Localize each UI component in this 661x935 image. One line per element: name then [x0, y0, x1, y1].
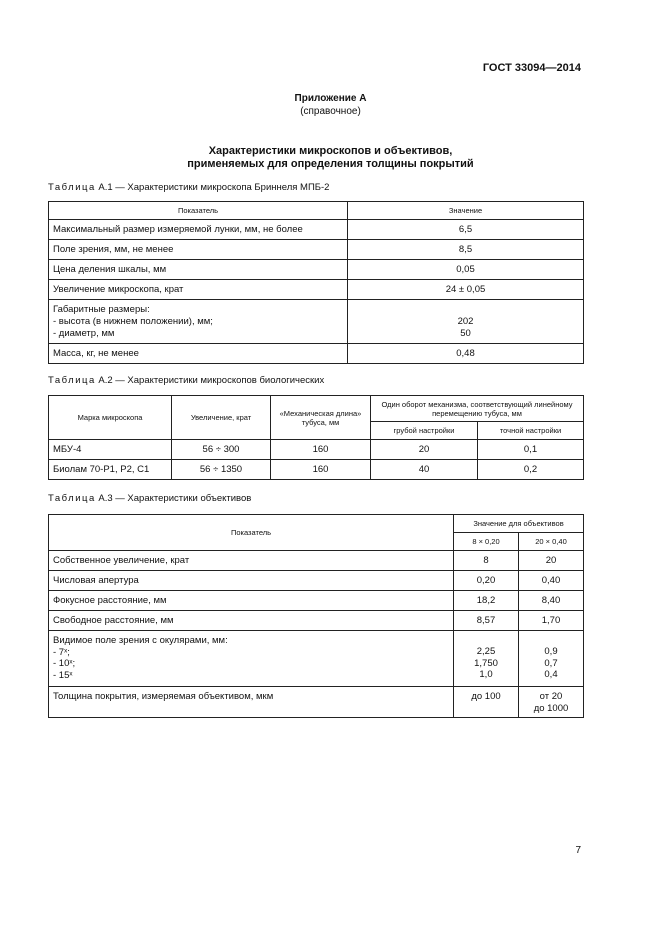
row-magnification: 56 ÷ 300	[172, 440, 271, 460]
field-of-view-v1	[454, 631, 519, 687]
row-v1: 0,20	[454, 571, 519, 591]
row-value: 24 ± 0,05	[348, 280, 584, 300]
field-of-view-value: 0,9	[544, 646, 558, 657]
table-row	[49, 240, 584, 260]
row-coarse: 40	[371, 460, 478, 480]
row-v1: 8,57	[454, 611, 519, 631]
table-row	[49, 220, 584, 240]
table-row	[49, 687, 584, 718]
row-v2	[519, 687, 584, 718]
row-label: Собственное увеличение, крат	[49, 551, 454, 571]
dimensions-label	[49, 300, 348, 344]
row-label: Числовая апертура	[49, 571, 454, 591]
table-row	[49, 260, 584, 280]
row-fine: 0,1	[478, 440, 584, 460]
document-title	[0, 145, 661, 171]
table2-header-one-turn: Один оборот механизма, соответствующий линейному перемещению тубуса, мм	[371, 396, 584, 422]
row-brand: МБУ-4	[49, 440, 172, 460]
appendix-title: Приложение А	[294, 93, 367, 104]
table-header-row	[49, 515, 584, 533]
row-v2-line1: от 20	[539, 691, 563, 702]
table2-header-magnification: Увеличение, крат	[172, 396, 271, 440]
row-label: Свободное расстояние, мм	[49, 611, 454, 631]
row-brand: Биолам 70-Р1, Р2, С1	[49, 460, 172, 480]
dimensions-title: Габаритные размеры:	[53, 303, 150, 315]
dimensions-height-label: - высота (в нижнем положении), мм;	[53, 315, 213, 327]
table-row	[49, 440, 584, 460]
row-tube: 160	[271, 440, 371, 460]
table3-header-value-for: Значение для объективов	[454, 515, 584, 533]
row-tube: 160	[271, 460, 371, 480]
appendix-subtitle: (справочное)	[300, 106, 361, 117]
table3-header-obj2: 20 × 0,40	[519, 533, 584, 551]
table1-caption-prefix: Таблица	[48, 182, 96, 193]
table2-header-tube-length: «Механическая длина» тубуса, мм	[271, 396, 371, 440]
row-coarse: 20	[371, 440, 478, 460]
table2-caption-prefix: Таблица	[48, 375, 96, 386]
field-of-view-value: 1,0	[479, 669, 493, 680]
row-v2: 20	[519, 551, 584, 571]
table-row	[49, 571, 584, 591]
field-of-view-value: 0,4	[544, 669, 558, 680]
table-header-row	[49, 396, 584, 422]
row-label: Толщина покрытия, измеряемая объективом, мкм	[49, 687, 454, 718]
table2-caption-text: А.2 — Характеристики микроскопов биологических	[95, 375, 325, 386]
table3	[48, 514, 584, 718]
table3-header-obj1: 8 × 0,20	[454, 533, 519, 551]
table1	[48, 201, 584, 364]
table-row	[49, 631, 584, 687]
table1-caption	[48, 182, 329, 193]
row-v1: до 100	[454, 687, 519, 718]
table-row	[49, 280, 584, 300]
row-v1: 8	[454, 551, 519, 571]
row-label: Поле зрения, мм, не менее	[49, 240, 348, 260]
table-row	[49, 611, 584, 631]
row-value: 8,5	[348, 240, 584, 260]
table1-header-indicator: Показатель	[49, 202, 348, 220]
row-label: Цена деления шкалы, мм	[49, 260, 348, 280]
row-label: Максимальный размер измеряемой лунки, мм, не более	[49, 220, 348, 240]
row-label: Фокусное расстояние, мм	[49, 591, 454, 611]
row-v2-line2: до 1000	[533, 703, 569, 714]
row-v2: 1,70	[519, 611, 584, 631]
field-of-view-item: - 15ˣ	[53, 669, 73, 681]
table1-header-value: Значение	[348, 202, 584, 220]
dimensions-values	[348, 300, 584, 344]
table-row	[49, 460, 584, 480]
row-value: 0,05	[348, 260, 584, 280]
table3-caption	[48, 493, 251, 504]
dimensions-diameter-label: - диаметр, мм	[53, 327, 115, 339]
row-v2: 0,40	[519, 571, 584, 591]
row-value: 0,48	[348, 344, 584, 364]
field-of-view-value: 2,25	[476, 646, 496, 657]
row-label: Увеличение микроскопа, крат	[49, 280, 348, 300]
table-row	[49, 344, 584, 364]
table2-header-coarse: грубой настройки	[371, 422, 478, 440]
page-number: 7	[575, 845, 581, 856]
table3-caption-text: А.3 — Характеристики объективов	[95, 493, 252, 504]
field-of-view-item: - 7ˣ;	[53, 646, 70, 658]
field-of-view-v2	[519, 631, 584, 687]
document-title-line1: Характеристики микроскопов и объективов,	[208, 145, 453, 157]
document-code: ГОСТ 33094—2014	[482, 62, 581, 74]
table2-header-fine: точной настройки	[478, 422, 584, 440]
table-row	[49, 551, 584, 571]
row-magnification: 56 ÷ 1350	[172, 460, 271, 480]
row-fine: 0,2	[478, 460, 584, 480]
table2	[48, 395, 584, 480]
table3-header-indicator: Показатель	[49, 515, 454, 551]
field-of-view-label	[49, 631, 454, 687]
table3-caption-prefix: Таблица	[48, 493, 96, 504]
field-of-view-value: 0,7	[544, 657, 558, 669]
table-row	[49, 300, 584, 344]
field-of-view-value: 1,750	[474, 657, 498, 669]
table1-caption-text: А.1 — Характеристики микроскопа Бриннеля МПБ-2	[95, 182, 330, 193]
table2-header-brand: Марка микроскопа	[49, 396, 172, 440]
row-v2: 8,40	[519, 591, 584, 611]
dimensions-diameter-value: 50	[460, 327, 471, 339]
row-label: Масса, кг, не менее	[49, 344, 348, 364]
field-of-view-title: Видимое поле зрения с окулярами, мм:	[53, 635, 228, 646]
table2-caption	[48, 375, 324, 386]
dimensions-height-value: 202	[457, 315, 474, 327]
appendix-heading	[0, 92, 661, 118]
row-value: 6,5	[348, 220, 584, 240]
table-row	[49, 591, 584, 611]
table-header-row	[49, 202, 584, 220]
field-of-view-item: - 10ˣ;	[53, 658, 76, 669]
document-title-line2: применяемых для определения толщины покрытий	[187, 158, 474, 170]
row-v1: 18,2	[454, 591, 519, 611]
